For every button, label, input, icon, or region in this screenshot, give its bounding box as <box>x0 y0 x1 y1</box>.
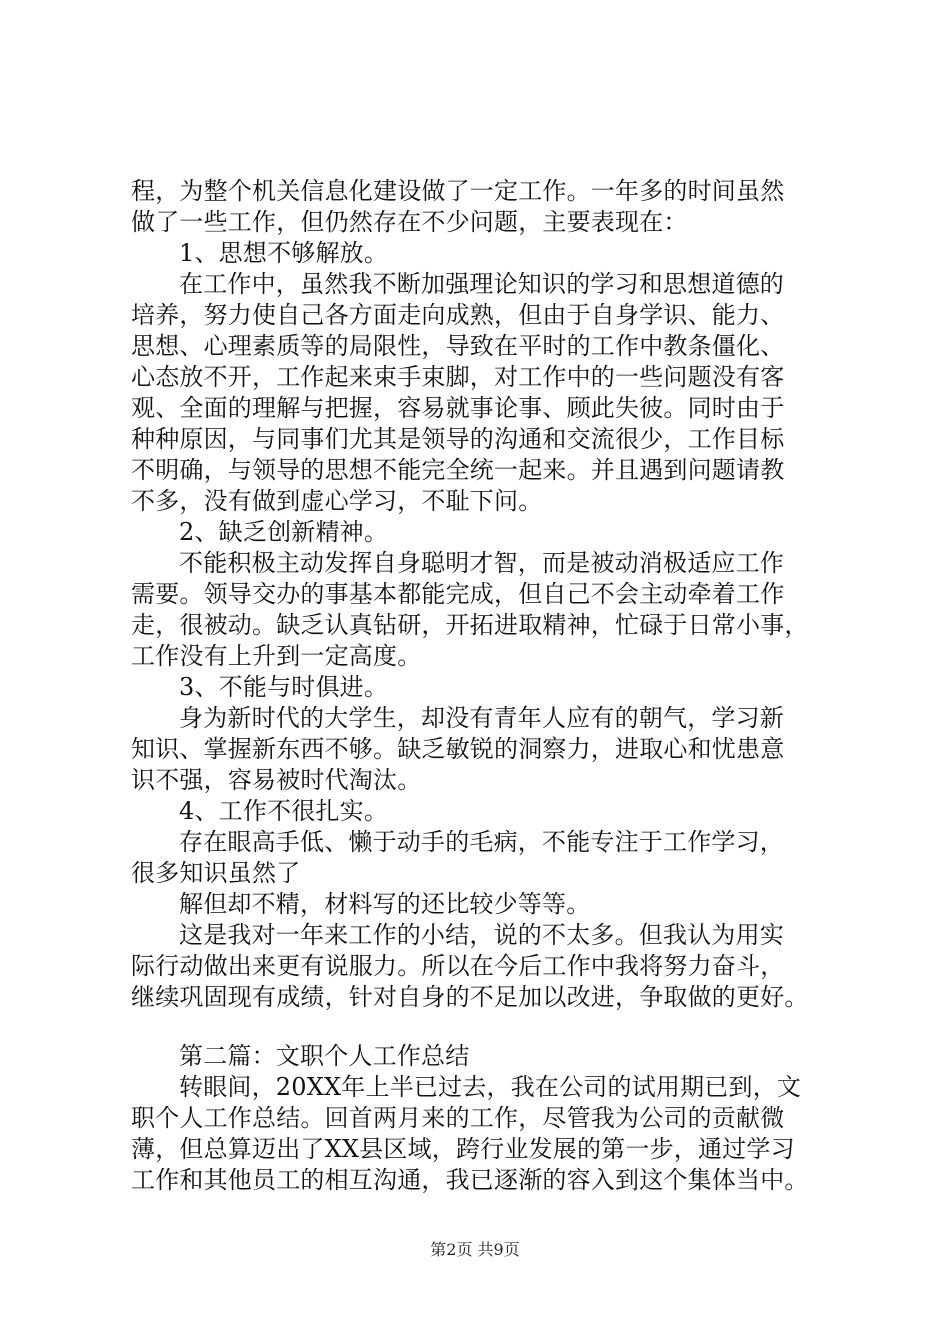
text-line: 种种原因，与同事们尤其是领导的沟通和交流很少，工作目标 <box>131 425 785 453</box>
text-line: 识不强，容易被时代淘汰。 <box>131 766 422 794</box>
page-number: 第2页 共9页 <box>430 1240 520 1259</box>
text-line: 心态放不开，工作起来束手束脚，对工作中的一些问题没有客 <box>131 363 785 391</box>
text-line: 在工作中，虽然我不断加强理论知识的学习和思想道德的 <box>179 270 784 298</box>
chapter-title: 第二篇：文职个人工作总结 <box>179 1042 470 1070</box>
text-line: 观、全面的理解与把握，容易就事论事、顾此失彼。同时由于 <box>131 394 785 422</box>
text-line: 培养，努力使自己各方面走向成熟，但由于自身学识、能力、 <box>131 301 785 329</box>
paragraph-gap <box>131 1013 836 1041</box>
text-line: 身为新时代的大学生，却没有青年人应有的朝气，学习新 <box>179 704 784 732</box>
text-line: 存在眼高手低、懒于动手的毛病，不能专注于工作学习， <box>179 828 784 856</box>
section-heading: 4、工作不很扎实。 <box>179 797 389 825</box>
text-line: 这是我对一年来工作的小结，说的不太多。但我认为用实 <box>179 921 784 949</box>
text-line: 很多知识虽然了 <box>131 859 301 887</box>
section-heading: 2、缺乏创新精神。 <box>179 518 389 546</box>
text-line: 工作没有上升到一定高度。 <box>131 642 422 670</box>
text-line: 需要。领导交办的事基本都能完成，但自己不会主动牵着工作 <box>131 580 785 608</box>
text-line: 际行动做出来更有说服力。所以在今后工作中我将努力奋斗， <box>131 952 785 980</box>
text-line: 薄，但总算迈出了XX县区域，跨行业发展的第一步，通过学习 <box>131 1135 795 1163</box>
document-body <box>131 176 836 1196</box>
text-line: 解但却不精，材料写的还比较少等等。 <box>179 890 591 918</box>
section-heading: 3、不能与时俱进。 <box>179 673 389 701</box>
text-line: 职个人工作总结。回首两月来的工作，尽管我为公司的贡献微 <box>131 1104 785 1132</box>
text-line: 继续巩固现有成绩，针对自身的不足加以改进，争取做的更好。 <box>131 983 809 1011</box>
text-line: 工作和其他员工的相互沟通，我已逐渐的容入到这个集体当中。 <box>131 1166 809 1194</box>
text-line: 不能积极主动发挥自身聪明才智，而是被动消极适应工作 <box>179 549 784 577</box>
text-line: 思想、心理素质等的局限性，导致在平时的工作中教条僵化、 <box>131 332 785 360</box>
text-line: 转眼间，20XX年上半已过去，我在公司的试用期已到，文 <box>179 1073 802 1101</box>
section-heading: 1、思想不够解放。 <box>179 239 389 267</box>
text-line: 不多，没有做到虚心学习，不耻下问。 <box>131 487 543 515</box>
text-line: 做了一些工作，但仍然存在不少问题，主要表现在： <box>131 208 688 236</box>
text-line: 不明确，与领导的思想不能完全统一起来。并且遇到问题请教 <box>131 456 785 484</box>
text-line: 走，很被动。缺乏认真钻研，开拓进取精神，忙碌于日常小事， <box>131 611 809 639</box>
text-line: 知识、掌握新东西不够。缺乏敏锐的洞察力，进取心和忧患意 <box>131 735 785 763</box>
text-line: 程，为整个机关信息化建设做了一定工作。一年多的时间虽然 <box>131 177 785 205</box>
